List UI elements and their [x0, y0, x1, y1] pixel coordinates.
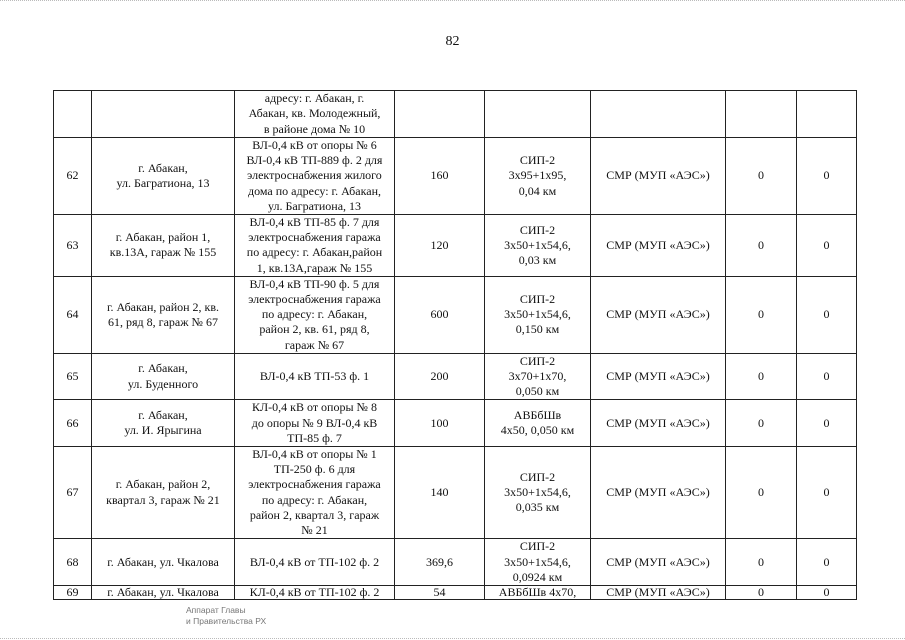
cell-value-1: 0	[726, 215, 797, 277]
scan-edge-bottom	[0, 634, 905, 639]
cell-work: СМР (МУП «АЭС»)	[591, 400, 726, 447]
cell-address	[92, 91, 235, 138]
cell-address: г. Абакан, район 2, кв. 61, ряд 8, гараж № 67	[92, 276, 235, 353]
cell-cable: АВБбШв 4х70,	[485, 586, 591, 600]
cell-work: СМР (МУП «АЭС»)	[591, 215, 726, 277]
cell-cable: СИП-2 3х50+1х54,6, 0,0924 км	[485, 539, 591, 586]
cell-object: ВЛ-0,4 кВ ТП-90 ф. 5 для электроснабжения гаража по адресу: г. Абакан, район 2, кв. 61, ряд 8, гараж № 67	[235, 276, 395, 353]
cell-value-1: 0	[726, 447, 797, 539]
cell-value-2: 0	[797, 138, 857, 215]
cell-cable: СИП-2 3х50+1х54,6, 0,150 км	[485, 276, 591, 353]
cell-value-2: 0	[797, 276, 857, 353]
cell-cable: СИП-2 3х70+1х70, 0,050 км	[485, 353, 591, 400]
cell-length: 369,6	[395, 539, 485, 586]
cell-address: г. Абакан, ул. И. Ярыгина	[92, 400, 235, 447]
cell-num	[54, 91, 92, 138]
cell-num: 63	[54, 215, 92, 277]
cell-address: г. Абакан, ул. Чкалова	[92, 539, 235, 586]
scan-edge-top	[0, 0, 905, 5]
cell-num: 69	[54, 586, 92, 600]
footer-stamp	[186, 605, 266, 627]
cell-work: СМР (МУП «АЭС»)	[591, 353, 726, 400]
cell-value-2: 0	[797, 400, 857, 447]
footer-stamp-line-2: и Правительства РХ	[186, 616, 267, 626]
cell-value-2: 0	[797, 353, 857, 400]
cell-num: 62	[54, 138, 92, 215]
cell-num: 66	[54, 400, 92, 447]
cell-length: 54	[395, 586, 485, 600]
cell-value-2	[797, 91, 857, 138]
cell-work: СМР (МУП «АЭС»)	[591, 447, 726, 539]
cell-length	[395, 91, 485, 138]
cell-length: 200	[395, 353, 485, 400]
cell-address: г. Абакан, район 2, квартал 3, гараж № 21	[92, 447, 235, 539]
table-row	[54, 276, 857, 353]
cell-address: г. Абакан, ул. Буденного	[92, 353, 235, 400]
cell-length: 160	[395, 138, 485, 215]
cell-num: 67	[54, 447, 92, 539]
table-row	[54, 215, 857, 277]
cell-work: СМР (МУП «АЭС»)	[591, 586, 726, 600]
cell-value-1: 0	[726, 353, 797, 400]
cell-object: ВЛ-0,4 кВ от опоры № 1 ТП-250 ф. 6 для электроснабжения гаража по адресу: г. Абакан, район 2, квартал 3, гараж № 21	[235, 447, 395, 539]
footer-stamp-line-1: Аппарат Главы	[186, 605, 246, 615]
table-row	[54, 447, 857, 539]
cell-value-1: 0	[726, 400, 797, 447]
table-row	[54, 586, 857, 600]
cell-value-2: 0	[797, 539, 857, 586]
cell-value-1	[726, 91, 797, 138]
cell-work: СМР (МУП «АЭС»)	[591, 276, 726, 353]
cell-value-1: 0	[726, 586, 797, 600]
table-row	[54, 138, 857, 215]
cell-object: КЛ-0,4 кВ от опоры № 8 до опоры № 9 ВЛ-0,4 кВ ТП-85 ф. 7	[235, 400, 395, 447]
cell-cable: СИП-2 3х50+1х54,6, 0,035 км	[485, 447, 591, 539]
cell-length: 120	[395, 215, 485, 277]
cell-length: 140	[395, 447, 485, 539]
cell-object: ВЛ-0,4 кВ от опоры № 6 ВЛ-0,4 кВ ТП-889 ф. 2 для электроснабжения жилого дома по адресу: г. Абакан, ул. Багратиона, 13	[235, 138, 395, 215]
cell-work: СМР (МУП «АЭС»)	[591, 138, 726, 215]
data-table	[53, 90, 857, 600]
cell-value-1: 0	[726, 539, 797, 586]
cell-address: г. Абакан, ул. Багратиона, 13	[92, 138, 235, 215]
cell-address: г. Абакан, район 1, кв.13А, гараж № 155	[92, 215, 235, 277]
cell-value-2: 0	[797, 447, 857, 539]
table-row	[54, 400, 857, 447]
cell-work	[591, 91, 726, 138]
cell-object: КЛ-0,4 кВ от ТП-102 ф. 2	[235, 586, 395, 600]
page-number: 82	[445, 34, 460, 49]
cell-address: г. Абакан, ул. Чкалова	[92, 586, 235, 600]
cell-num: 64	[54, 276, 92, 353]
cell-cable: АВБбШв 4х50, 0,050 км	[485, 400, 591, 447]
table-row	[54, 353, 857, 400]
cell-cable	[485, 91, 591, 138]
cell-object: адресу: г. Абакан, г. Абакан, кв. Молодежный, в районе дома № 10	[235, 91, 395, 138]
cell-value-1: 0	[726, 138, 797, 215]
cell-length: 100	[395, 400, 485, 447]
cell-object: ВЛ-0,4 кВ от ТП-102 ф. 2	[235, 539, 395, 586]
cell-value-1: 0	[726, 276, 797, 353]
cell-num: 68	[54, 539, 92, 586]
cell-work: СМР (МУП «АЭС»)	[591, 539, 726, 586]
table-row	[54, 539, 857, 586]
cell-length: 600	[395, 276, 485, 353]
cell-value-2: 0	[797, 215, 857, 277]
cell-num: 65	[54, 353, 92, 400]
cell-value-2: 0	[797, 586, 857, 600]
cell-object: ВЛ-0,4 кВ ТП-85 ф. 7 для электроснабжения гаража по адресу: г. Абакан,район 1, кв.13А,гараж № 155	[235, 215, 395, 277]
cell-object: ВЛ-0,4 кВ ТП-53 ф. 1	[235, 353, 395, 400]
cell-cable: СИП-2 3х95+1х95, 0,04 км	[485, 138, 591, 215]
cell-cable: СИП-2 3х50+1х54,6, 0,03 км	[485, 215, 591, 277]
table-row-continuation	[54, 91, 857, 138]
